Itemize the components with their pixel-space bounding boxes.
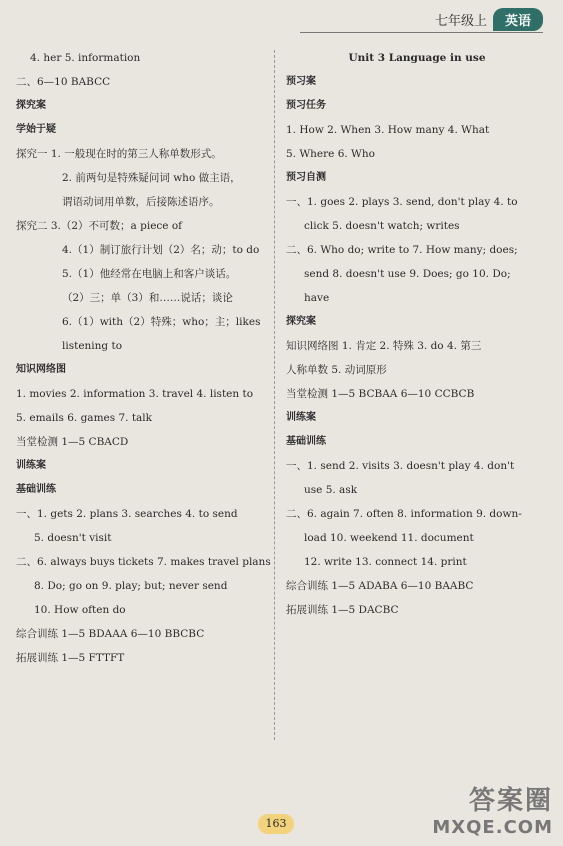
answer-line: 当堂检测 1—5 BCBAA 6—10 CCBCB: [286, 388, 475, 400]
answer-line: 一、1. goes 2. plays 3. send, don't play 4. to: [286, 196, 518, 208]
section-heading: 探究案: [16, 100, 46, 111]
answer-line: click 5. doesn't watch; writes: [304, 220, 460, 232]
answer-line: 二、6. Who do; write to 7. How many; does;: [286, 244, 518, 256]
answer-line: have: [304, 292, 330, 304]
answer-line: 当堂检测 1—5 CBACD: [16, 436, 129, 448]
answer-line: 知识网络图 1. 肯定 2. 特殊 3. do 4. 第三: [286, 340, 482, 352]
answer-line: 探究二 3.（2）不可数；a piece of: [16, 220, 183, 232]
column-divider: [274, 50, 275, 740]
answer-line: 一、1. send 2. visits 3. doesn't play 4. don't: [286, 460, 515, 472]
answer-line: 人称单数 5. 动词原形: [286, 364, 387, 376]
page-header: [435, 8, 543, 31]
section-heading: 知识网络图: [16, 364, 66, 375]
answer-line: 5. Where 6. Who: [286, 148, 375, 160]
answer-line: 4.（1）制订旅行计划（2）名；动；to do: [62, 244, 260, 256]
answer-line: （2）三；单（3）和……说话；谈论: [62, 292, 233, 304]
answer-line: 4. her 5. information: [30, 52, 141, 64]
right-column: [286, 48, 548, 624]
section-heading: 学始于疑: [16, 124, 56, 135]
answer-line: 2. 前两句是特殊疑问词 who 做主语，: [62, 172, 241, 184]
section-heading: 预习案: [286, 76, 316, 87]
answer-line: 10. How often do: [34, 604, 126, 616]
answer-line: listening to: [62, 340, 123, 352]
answer-line: 二、6. always buys tickets 7. makes travel plans: [16, 556, 271, 568]
answer-line: 5.（1）他经常在电脑上和客户谈话。: [62, 268, 237, 280]
watermark-logo: 答案圈: [468, 786, 553, 816]
answer-line: 8. Do; go on 9. play; but; never send: [34, 580, 228, 592]
answer-line: 1. movies 2. information 3. travel 4. listen to: [16, 388, 254, 400]
section-heading: 基础训练: [16, 484, 56, 495]
answer-line: 5. doesn't visit: [34, 532, 112, 544]
answer-line: 二、6. again 7. often 8. information 9. down-: [286, 508, 522, 520]
answer-line: 1. How 2. When 3. How many 4. What: [286, 124, 490, 136]
section-heading: 基础训练: [286, 436, 326, 447]
answer-line: 综合训练 1—5 BDAAA 6—10 BBCBC: [16, 628, 205, 640]
answer-line: 二、6—10 BABCC: [16, 76, 111, 88]
grade-label: 七年级上: [434, 14, 487, 29]
answer-line: use 5. ask: [304, 484, 358, 496]
header-rule: [300, 32, 543, 33]
answer-line: 探究一 1. 一般现在时的第三人称单数形式。: [16, 148, 222, 160]
answer-line: send 8. doesn't use 9. Does; go 10. Do;: [304, 268, 511, 280]
unit-title: Unit 3 Language in use: [348, 52, 486, 64]
left-column: [16, 48, 271, 672]
section-heading: 预习自测: [286, 172, 326, 183]
answer-line: 12. write 13. connect 14. print: [304, 556, 467, 568]
answer-line: 拓展训练 1—5 DACBC: [286, 604, 399, 616]
page-number: 163: [258, 814, 294, 834]
answer-line: 5. emails 6. games 7. talk: [16, 412, 153, 424]
section-heading: 训练案: [286, 412, 316, 423]
answer-line: 6.（1）with（2）特殊；who；主；likes: [62, 316, 261, 328]
answer-line: 一、1. gets 2. plans 3. searches 4. to send: [16, 508, 238, 520]
answer-line: load 10. weekend 11. document: [304, 532, 474, 544]
section-heading: 预习任务: [286, 100, 326, 111]
section-heading: 训练案: [16, 460, 46, 471]
answer-line: 拓展训练 1—5 FTTFT: [16, 652, 125, 664]
watermark-url: MXQE.COM: [432, 817, 553, 838]
watermark: [432, 780, 553, 838]
answer-line: 谓语动词用单数，后接陈述语序。: [62, 196, 220, 208]
answer-line: 综合训练 1—5 ADABA 6—10 BAABC: [286, 580, 474, 592]
section-heading: 探究案: [286, 316, 316, 327]
subject-badge: 英语: [493, 8, 543, 31]
